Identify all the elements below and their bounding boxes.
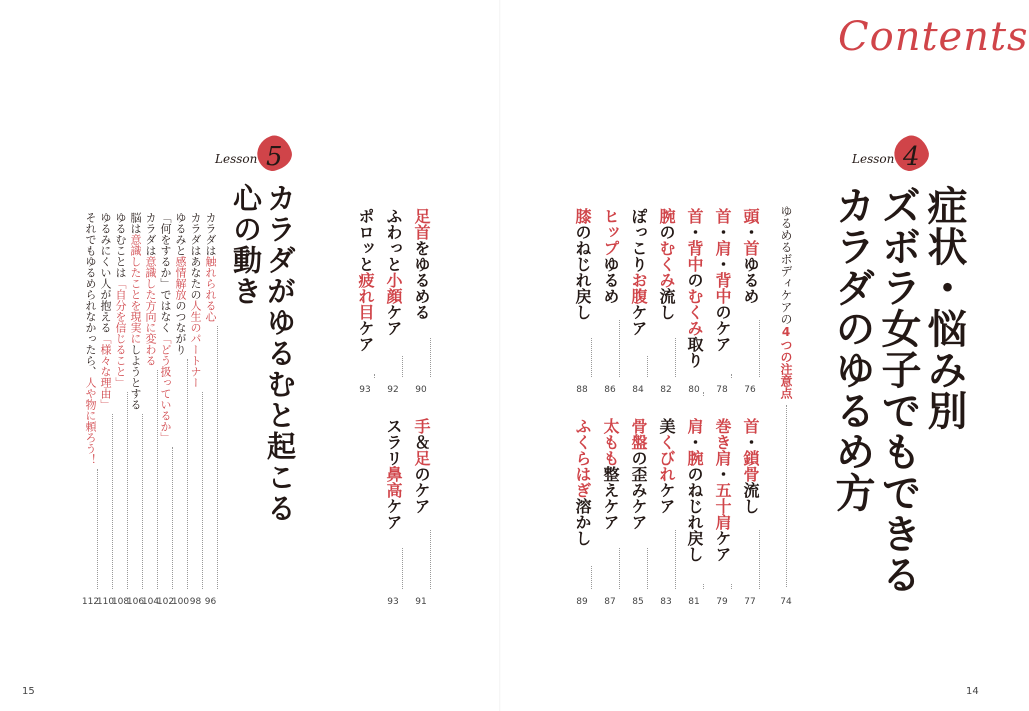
lesson5-item-1-bottom-text-part: 足: [412, 450, 431, 466]
lesson5-item-3-top-title[interactable]: [356, 208, 374, 352]
lesson5-essay-1-text-part: カラダは: [204, 212, 217, 256]
lesson4-item-4-top-text-part: むくみ: [657, 240, 676, 288]
lesson4-item-6-bottom-text-part: 整えケア: [601, 466, 620, 530]
lesson5-essay-3-text-part: のつながり: [174, 300, 187, 355]
lesson4-item-6-top-leader: [619, 320, 620, 377]
lesson4-item-4-bottom-text-part: 美: [657, 418, 676, 434]
lesson5-essay-3-text-part: ゆるみと: [174, 212, 187, 256]
lesson4-item-5-top-title[interactable]: [629, 208, 647, 336]
lesson4-item-6-top-page-number: 86: [604, 385, 616, 395]
lesson5-item-2-bottom-title[interactable]: [384, 418, 402, 530]
lesson5-item-2-top-leader: [402, 356, 403, 377]
lesson5-essay-9-text-part: 人や物に頼ろう！: [84, 377, 97, 465]
lesson5-word: Lesson: [215, 152, 258, 166]
lesson4-item-2-top-text-part: 首: [713, 208, 732, 224]
lesson4-item-1-bottom-title[interactable]: [741, 418, 759, 514]
lesson4-item-1-bottom-text-part: ・: [741, 434, 760, 450]
lesson4-item-3-bottom-leader: [703, 584, 704, 589]
lesson5-essay-3-page-number: 100: [171, 597, 190, 607]
page-number-left: 15: [22, 686, 35, 697]
lesson4-item-5-bottom-text-part: の歪みケア: [629, 450, 648, 530]
lesson4-item-5-top-page-number: 84: [632, 385, 644, 395]
lesson5-essay-7-page-number: 108: [111, 597, 130, 607]
lesson5-essay-9-title[interactable]: [84, 212, 97, 465]
lesson5-essay-8-page-number: 110: [96, 597, 115, 607]
lesson4-item-3-bottom-text-part: ・: [685, 434, 704, 450]
lesson4-item-2-bottom-title[interactable]: [713, 418, 731, 562]
lesson4-item-4-bottom-page-number: 83: [660, 597, 672, 607]
lesson5-essay-6-text-part: 意識したことを現実に: [129, 234, 142, 344]
lesson4-item-4-bottom-leader: [675, 530, 676, 589]
lesson4-item-3-top-text-part: の: [685, 272, 704, 288]
lesson4-item-4-top-text-part: の: [657, 224, 676, 240]
lesson5-essay-7-text-part: 「自分を信じること」: [114, 278, 127, 388]
lesson5-essay-4-leader: [172, 447, 173, 589]
lesson5-item-1-bottom-page-number: 91: [415, 597, 427, 607]
lesson5-number: 5: [266, 142, 283, 172]
lesson4-item-6-top-text-part: ゆるめ: [601, 256, 620, 304]
lesson4-item-7-top-title[interactable]: [573, 208, 591, 320]
lesson4-item-1-top-text-part: ゆるめ: [741, 256, 760, 304]
lesson5-item-1-bottom-text-part: 手: [412, 418, 431, 434]
lesson4-item-4-bottom-text-part: ケア: [657, 482, 676, 514]
lesson5-essay-1-text-part: 触れられる心: [204, 256, 217, 322]
lesson4-title-line2: ズボラ女子でもできる: [875, 185, 921, 595]
lesson4-item-1-bottom-text-part: 鎖骨: [741, 450, 760, 482]
lesson4-item-3-top-page-number: 80: [688, 385, 700, 395]
lesson5-essay-5-text-part: カラダは: [144, 212, 157, 256]
lesson4-number: 4: [903, 142, 920, 172]
lesson5-essay-8-text-part: ゆるみにくい人が抱える: [99, 212, 112, 333]
lesson5-item-3-top-leader: [374, 374, 375, 378]
lesson4-intro-leader: [786, 405, 787, 587]
lesson4-item-2-bottom-page-number: 79: [716, 597, 728, 607]
lesson5-essay-6-text-part: しようとする: [129, 344, 142, 410]
lesson4-item-6-top-text-part: ヒップ: [601, 208, 620, 256]
lesson4-item-3-top-title[interactable]: [685, 208, 703, 368]
lesson4-item-2-top-text-part: 肩: [713, 240, 732, 256]
lesson5-item-3-top-text-part: ポロッと: [356, 208, 375, 272]
lesson4-item-5-top-text-part: ケア: [629, 304, 648, 336]
lesson4-item-6-top-title[interactable]: [601, 208, 619, 304]
lesson4-item-7-bottom-page-number: 89: [576, 597, 588, 607]
lesson4-item-4-top-leader: [675, 338, 676, 377]
lesson4-item-5-bottom-leader: [647, 548, 648, 589]
lesson5-essay-2-leader: [202, 392, 203, 589]
lesson5-essay-9-leader: [97, 469, 98, 589]
lesson5-essay-6-title[interactable]: [129, 212, 142, 410]
lesson4-intro: [779, 205, 793, 399]
lesson5-essay-4-text-part: 「どう扱っているか」: [159, 333, 172, 443]
lesson5-essay-6-text-part: 脳は: [129, 212, 142, 234]
lesson5-essay-7-title[interactable]: [114, 212, 127, 388]
lesson5-essay-8-title[interactable]: [99, 212, 112, 410]
lesson4-item-2-bottom-text-part: ケア: [713, 530, 732, 562]
lesson4-item-2-bottom-leader: [731, 584, 732, 589]
lesson4-item-4-bottom-text-part: くびれ: [657, 434, 676, 482]
lesson5-essay-7-text-part: ゆるむことは: [114, 212, 127, 278]
lesson5-item-1-top-page-number: 90: [415, 385, 427, 395]
lesson5-item-2-bottom-text-part: ケア: [384, 498, 403, 530]
lesson5-item-1-bottom-text-part: のケア: [412, 466, 431, 514]
lesson5-essay-7-leader: [127, 392, 128, 589]
lesson5-item-2-top-text-part: ケア: [384, 304, 403, 336]
lesson4-item-7-top-page-number: 88: [576, 385, 588, 395]
lesson4-item-7-bottom-leader: [591, 566, 592, 589]
page-number-right: 14: [966, 686, 979, 697]
lesson5-title-line1: カラダがゆるむと起こる: [263, 183, 297, 524]
lesson4-item-1-bottom-leader: [759, 530, 760, 589]
lesson4-item-4-top-text-part: 流し: [657, 288, 676, 320]
lesson4-word: Lesson: [852, 152, 895, 166]
lesson5-item-3-top-page-number: 93: [359, 385, 371, 395]
lesson4-item-5-top-leader: [647, 356, 648, 377]
lesson4-item-6-bottom-title[interactable]: [601, 418, 619, 530]
lesson4-item-2-top-leader: [731, 374, 732, 378]
lesson5-item-2-top-text-part: 小顔: [384, 272, 403, 304]
lesson4-item-1-bottom-text-part: 首: [741, 418, 760, 434]
lesson4-item-1-top-leader: [759, 320, 760, 377]
lesson5-essay-2-text-part: 人生のパートナー: [189, 300, 202, 388]
lesson4-item-3-bottom-text-part: 肩: [685, 418, 704, 434]
lesson5-essay-4-text-part: 「何をするか」ではなく: [159, 212, 172, 333]
lesson5-essay-5-page-number: 104: [141, 597, 160, 607]
lesson5-item-3-top-text-part: ケア: [356, 320, 375, 352]
lesson5-essay-5-text-part: 意識した方向に変わる: [144, 256, 157, 366]
lesson4-item-1-top-text-part: 首: [741, 240, 760, 256]
lesson5-item-2-bottom-text-part: スラリ: [384, 418, 403, 466]
lesson4-item-3-top-text-part: 首: [685, 208, 704, 224]
lesson4-item-1-top-text-part: 頭: [741, 208, 760, 224]
lesson5-essay-2-page-number: 98: [189, 597, 202, 607]
lesson4-item-5-bottom-text-part: 骨盤: [629, 418, 648, 450]
lesson5-item-1-top-title[interactable]: [412, 208, 430, 320]
lesson5-essay-8-leader: [112, 414, 113, 589]
lesson5-item-1-bottom-text-part: ＆: [412, 434, 431, 450]
lesson4-item-5-bottom-title[interactable]: [629, 418, 647, 530]
lesson4-item-3-top-text-part: 取り: [685, 336, 704, 368]
lesson4-item-3-bottom-text-part: のねじれ戻し: [685, 466, 704, 562]
lesson4-item-7-top-leader: [591, 338, 592, 377]
lesson5-item-2-bottom-text-part: 鼻高: [384, 466, 403, 498]
lesson5-essay-4-page-number: 102: [156, 597, 175, 607]
lesson4-item-2-bottom-text-part: 五十肩: [713, 482, 732, 530]
lesson4-item-1-top-text-part: ・: [741, 224, 760, 240]
lesson4-item-1-top-page-number: 76: [744, 385, 756, 395]
lesson5-essay-3-title[interactable]: [174, 212, 187, 355]
lesson5-item-2-top-page-number: 92: [387, 385, 399, 395]
lesson5-essay-6-page-number: 106: [126, 597, 145, 607]
lesson4-item-6-bottom-page-number: 87: [604, 597, 616, 607]
lesson4-title-line3: カラダのゆるめ方: [829, 185, 875, 513]
page-gutter: [499, 0, 501, 711]
lesson5-essay-1-leader: [217, 326, 218, 589]
lesson5-item-2-bottom-page-number: 93: [387, 597, 399, 607]
lesson4-title-line1: 症状・悩み別: [921, 185, 967, 431]
lesson4-intro-emphasis: 4つの注意点: [779, 325, 793, 399]
lesson4-item-3-bottom-title[interactable]: [685, 418, 703, 562]
lesson4-item-4-bottom-title[interactable]: [657, 418, 675, 514]
lesson4-item-3-top-text-part: むくみ: [685, 288, 704, 336]
lesson5-item-1-top-leader: [430, 338, 431, 377]
lesson5-essay-5-title[interactable]: [144, 212, 157, 366]
lesson5-essay-6-leader: [142, 414, 143, 589]
lesson5-essay-3-text-part: 感情解放: [174, 256, 187, 300]
lesson4-item-2-top-title[interactable]: [713, 208, 731, 352]
lesson4-intro-page: 74: [780, 597, 792, 607]
lesson4-item-4-top-text-part: 腕: [657, 208, 676, 224]
lesson5-item-1-top-text-part: 足首: [412, 208, 431, 240]
lesson5-essay-3-leader: [187, 359, 188, 589]
lesson5-essay-2-text-part: カラダはあなたの: [189, 212, 202, 300]
lesson4-item-1-top-title[interactable]: [741, 208, 759, 304]
lesson5-item-3-top-text-part: 疲れ目: [356, 272, 375, 320]
lesson4-item-1-bottom-page-number: 77: [744, 597, 756, 607]
lesson4-item-6-bottom-leader: [619, 548, 620, 589]
lesson5-essay-9-text-part: それでもゆるめられなかったら、: [84, 212, 97, 377]
lesson4-item-2-top-text-part: 背中: [713, 272, 732, 304]
lesson5-title-line2: 心の動き: [229, 183, 263, 307]
lesson4-item-2-top-text-part: のケア: [713, 304, 732, 352]
lesson4-item-7-bottom-text-part: ふくらはぎ: [573, 418, 592, 498]
lesson4-item-3-top-text-part: ・: [685, 224, 704, 240]
lesson4-item-5-bottom-page-number: 85: [632, 597, 644, 607]
lesson5-item-1-bottom-leader: [430, 530, 431, 589]
lesson4-item-1-bottom-text-part: 流し: [741, 482, 760, 514]
lesson4-item-6-bottom-text-part: 太もも: [601, 418, 620, 466]
lesson5-essay-9-page-number: 112: [81, 597, 100, 607]
lesson4-item-7-top-text-part: 膝: [573, 208, 592, 224]
lesson4-item-4-top-page-number: 82: [660, 385, 672, 395]
contents-logo: Contents: [838, 14, 1029, 60]
lesson5-item-2-top-title[interactable]: [384, 208, 402, 336]
lesson5-essay-4-title[interactable]: [159, 212, 172, 443]
lesson5-item-1-bottom-title[interactable]: [412, 418, 430, 514]
lesson5-badge: [215, 136, 299, 176]
lesson4-item-4-top-title[interactable]: [657, 208, 675, 320]
lesson4-item-2-top-text-part: ・: [713, 224, 732, 240]
lesson5-item-2-bottom-leader: [402, 548, 403, 589]
lesson4-item-5-top-text-part: ぽっこり: [629, 208, 648, 272]
lesson4-badge: [852, 136, 936, 176]
lesson4-item-7-top-text-part: のねじれ戻し: [573, 224, 592, 320]
lesson5-essay-8-text-part: 「様々な理由」: [99, 333, 112, 410]
lesson4-intro-text: ゆるめるボディケアの: [779, 205, 793, 325]
lesson4-item-7-bottom-text-part: 溶かし: [573, 498, 592, 546]
lesson4-item-2-top-text-part: ・: [713, 256, 732, 272]
lesson5-essay-5-leader: [157, 370, 158, 589]
lesson5-essay-1-title[interactable]: [204, 212, 217, 322]
lesson4-item-2-bottom-text-part: 巻き肩: [713, 418, 732, 466]
lesson5-essay-1-page-number: 96: [204, 597, 217, 607]
lesson4-item-3-bottom-text-part: 腕: [685, 450, 704, 466]
lesson4-item-2-top-page-number: 78: [716, 385, 728, 395]
lesson4-item-3-top-text-part: 背中: [685, 240, 704, 272]
lesson4-item-7-bottom-title[interactable]: [573, 418, 591, 546]
lesson5-essay-2-title[interactable]: [189, 212, 202, 388]
lesson4-item-3-bottom-page-number: 81: [688, 597, 700, 607]
lesson4-item-5-top-text-part: お腹: [629, 272, 648, 304]
lesson4-item-2-bottom-text-part: ・: [713, 466, 732, 482]
lesson5-item-2-top-text-part: ふわっと: [384, 208, 403, 272]
lesson5-item-1-top-text-part: をゆるめる: [412, 240, 431, 320]
